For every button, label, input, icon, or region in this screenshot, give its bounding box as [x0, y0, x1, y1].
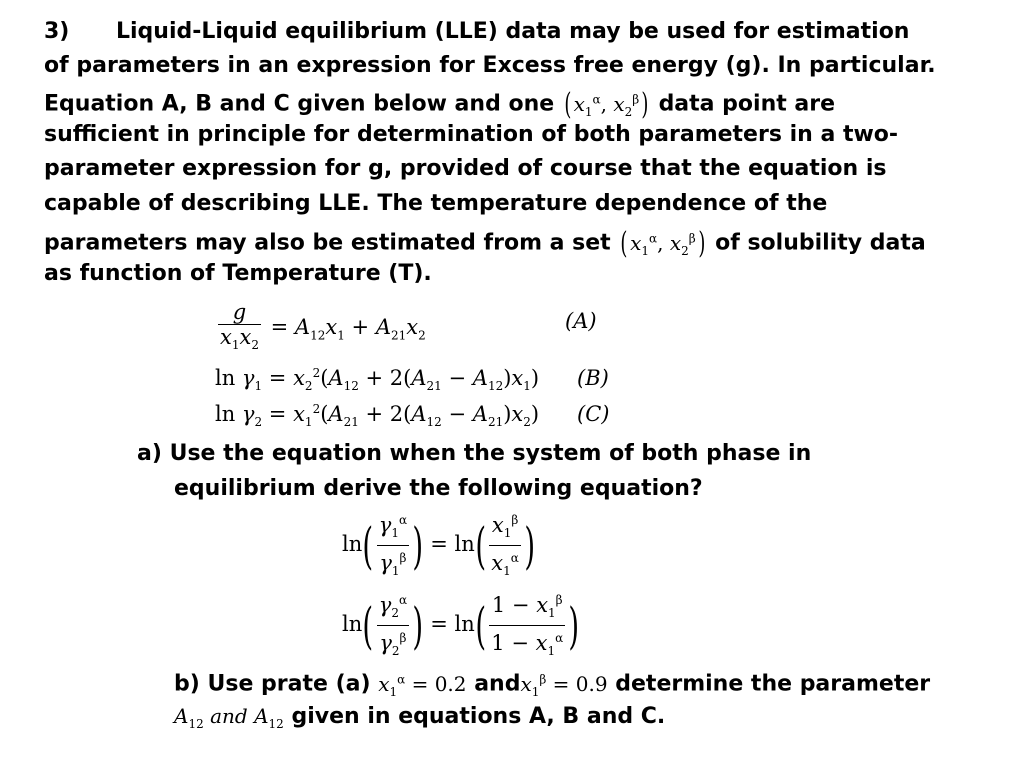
part-a-line-1 — [137, 436, 811, 471]
intro-text-7b: of solubility data — [715, 230, 926, 256]
part-b-and: and — [474, 671, 521, 697]
derived-equation-1: ln( $\frac{\gamma_1^\alpha}{\gamma_1^\beta}$ ) = ln( $\frac{x_1^\beta}{x_1^\alpha}$ ) — [342, 508, 535, 583]
x1-alpha-value: $x_1^\alpha = 0.2$ — [378, 671, 467, 699]
equation-a: $\frac{g}{x_1x_2}$ = $A_{12}x_1 + A_{21}x_2$ — [220, 300, 426, 353]
data-point-pair: ( $x_1^\alpha$, $x_2^\beta$) — [564, 86, 649, 122]
part-b-text-1b: determine the parameter — [615, 671, 931, 697]
parameters-math: $A_{12}$ and $A_{12}$ — [174, 704, 284, 731]
part-a-text-1: Use the equation when the system of both phase in — [169, 441, 812, 466]
x1-alpha-number: = 0.2 — [411, 671, 467, 696]
intro-text-7a: parameters may also be estimated from a set — [44, 230, 611, 256]
intro-text-8: as function of Temperature (T). — [44, 261, 432, 286]
x1-beta-number: = 0.9 — [552, 671, 608, 696]
solubility-pair: ( $x_1^\alpha$, $x_2^\beta$) — [620, 225, 706, 261]
and-italic: and — [210, 704, 248, 728]
intro-text-3a: Equation A, B and C given below and one — [44, 91, 555, 117]
intro-text-4: sufficient in principle for determination of both parameters in a two- — [44, 122, 899, 147]
part-b-text-2: given in equations A, B and C. — [291, 704, 666, 729]
equation-a-tag: (A) — [565, 309, 597, 333]
part-a-label: a) — [137, 441, 162, 466]
part-b-text-1a: Use prate (a) — [207, 671, 371, 697]
intro-text-1: Liquid-Liquid equilibrium (LLE) data may be used for estimation — [116, 19, 910, 44]
question-number: 3) — [44, 19, 70, 44]
part-b-label: b) — [174, 671, 200, 697]
intro-text-3b: data point are — [658, 91, 836, 117]
x1-beta-value: $x_1^\beta = 0.9$ — [520, 671, 608, 699]
intro-text-2: of parameters in an expression for Excess free energy (g). In particular. — [44, 53, 936, 78]
equation-c-tag: (C) — [577, 402, 610, 426]
intro-text-5: parameter expression for g, provided of course that the equation is — [44, 156, 887, 181]
equation-b-tag: (B) — [577, 366, 609, 390]
intro-text-6: capable of describing LLE. The temperature dependence of the — [44, 191, 828, 216]
question-line-1 — [44, 14, 909, 49]
equation-b: $\ln \gamma_1 = x_2^2(A_{12} + 2(A_{21} - A_{12})x_1)$ — [215, 366, 540, 394]
part-b-line-2 — [174, 699, 665, 742]
part-a-text-2: equilibrium derive the following equation? — [174, 476, 703, 501]
equation-c: $\ln \gamma_2 = x_1^2(A_{21} + 2(A_{12} - A_{21})x_2)$ — [215, 402, 540, 430]
derived-equation-2: ln( $\frac{\gamma_2^\alpha}{\gamma_2^\beta}$ ) = ln( $\frac{1 - x_1^\beta}{1 - x_1^\alpha}$ ) — [342, 588, 580, 663]
